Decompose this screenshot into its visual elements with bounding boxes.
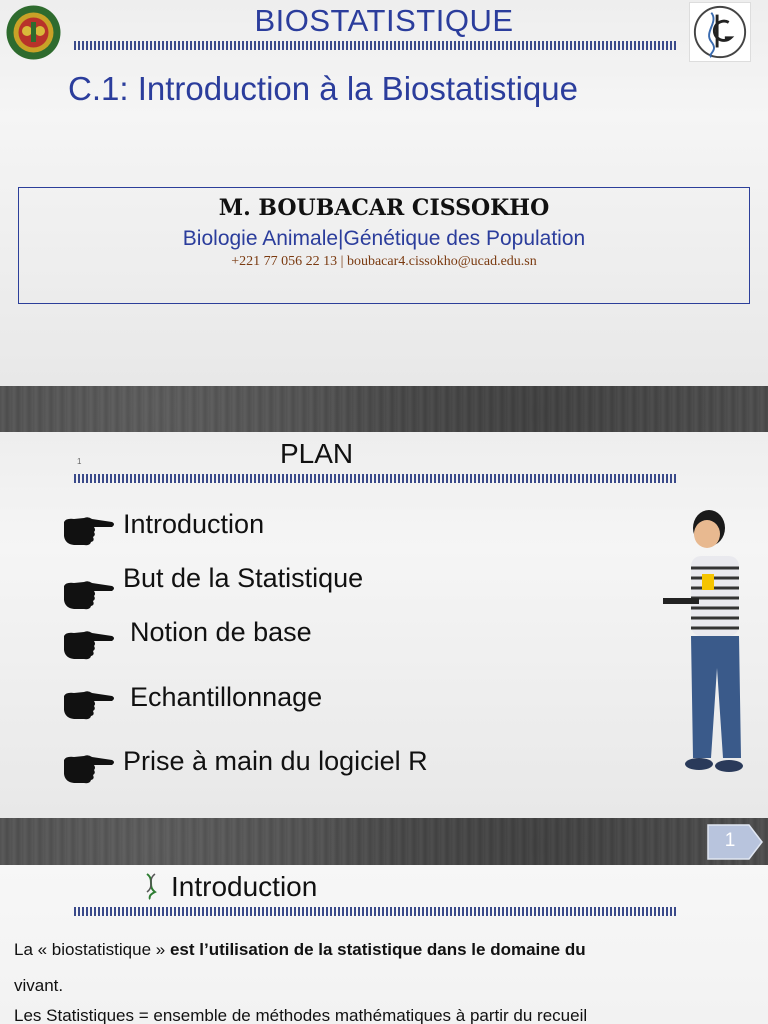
plan-item-logiciel-r: Prise à main du logiciel R (123, 746, 428, 776)
slide-separator (0, 386, 768, 432)
genetics-dna-logo (689, 2, 751, 62)
plan-item-but: But de la Statistique (123, 563, 364, 593)
statistics-definition: Les Statistiques = ensemble de méthodes mathématiques à partir du recueil (14, 1006, 588, 1024)
author-affiliation: Biologie Animale|Génétique des Population (182, 227, 586, 250)
chapter-title: C.1: Introduction à la Biostatistique (68, 70, 578, 107)
introduction-title: Introduction (171, 871, 318, 902)
child-with-tablet-image (655, 508, 755, 780)
plan-divider (74, 474, 677, 483)
course-title: BIOSTATISTIQUE (254, 3, 514, 38)
pointing-hand-icon (62, 514, 116, 548)
title-slide (0, 0, 768, 386)
author-box (18, 187, 750, 304)
slide-number-small: 1 (77, 457, 82, 466)
definition-text: est l’utilisation de la statistique dans le domaine du (169, 940, 586, 959)
definition-term: La « biostatistique » (14, 940, 170, 959)
plan-title: PLAN (280, 438, 354, 469)
author-name: M. BOUBACAR CISSOKHO (218, 195, 550, 221)
introduction-slide (0, 865, 768, 1024)
author-contact: +221 77 056 22 13 | boubacar4.cissokho@ucad.edu.sn (231, 254, 537, 269)
intro-divider (74, 907, 677, 916)
dna-icon (144, 872, 158, 900)
definition-line-1 (14, 940, 586, 960)
definition-line-2: vivant. (14, 976, 64, 995)
slide-separator (0, 818, 768, 865)
plan-item-introduction: Introduction (123, 509, 265, 539)
pointing-hand-icon (62, 752, 116, 786)
header-divider (74, 41, 677, 50)
page-number-label: 1 (724, 830, 736, 851)
plan-slide (0, 432, 768, 818)
plan-item-echantillonnage: Echantillonnage (130, 682, 323, 712)
pointing-hand-icon (62, 578, 116, 612)
plan-item-notion: Notion de base (130, 617, 312, 647)
pointing-hand-icon (62, 628, 116, 662)
pointing-hand-icon (62, 688, 116, 722)
